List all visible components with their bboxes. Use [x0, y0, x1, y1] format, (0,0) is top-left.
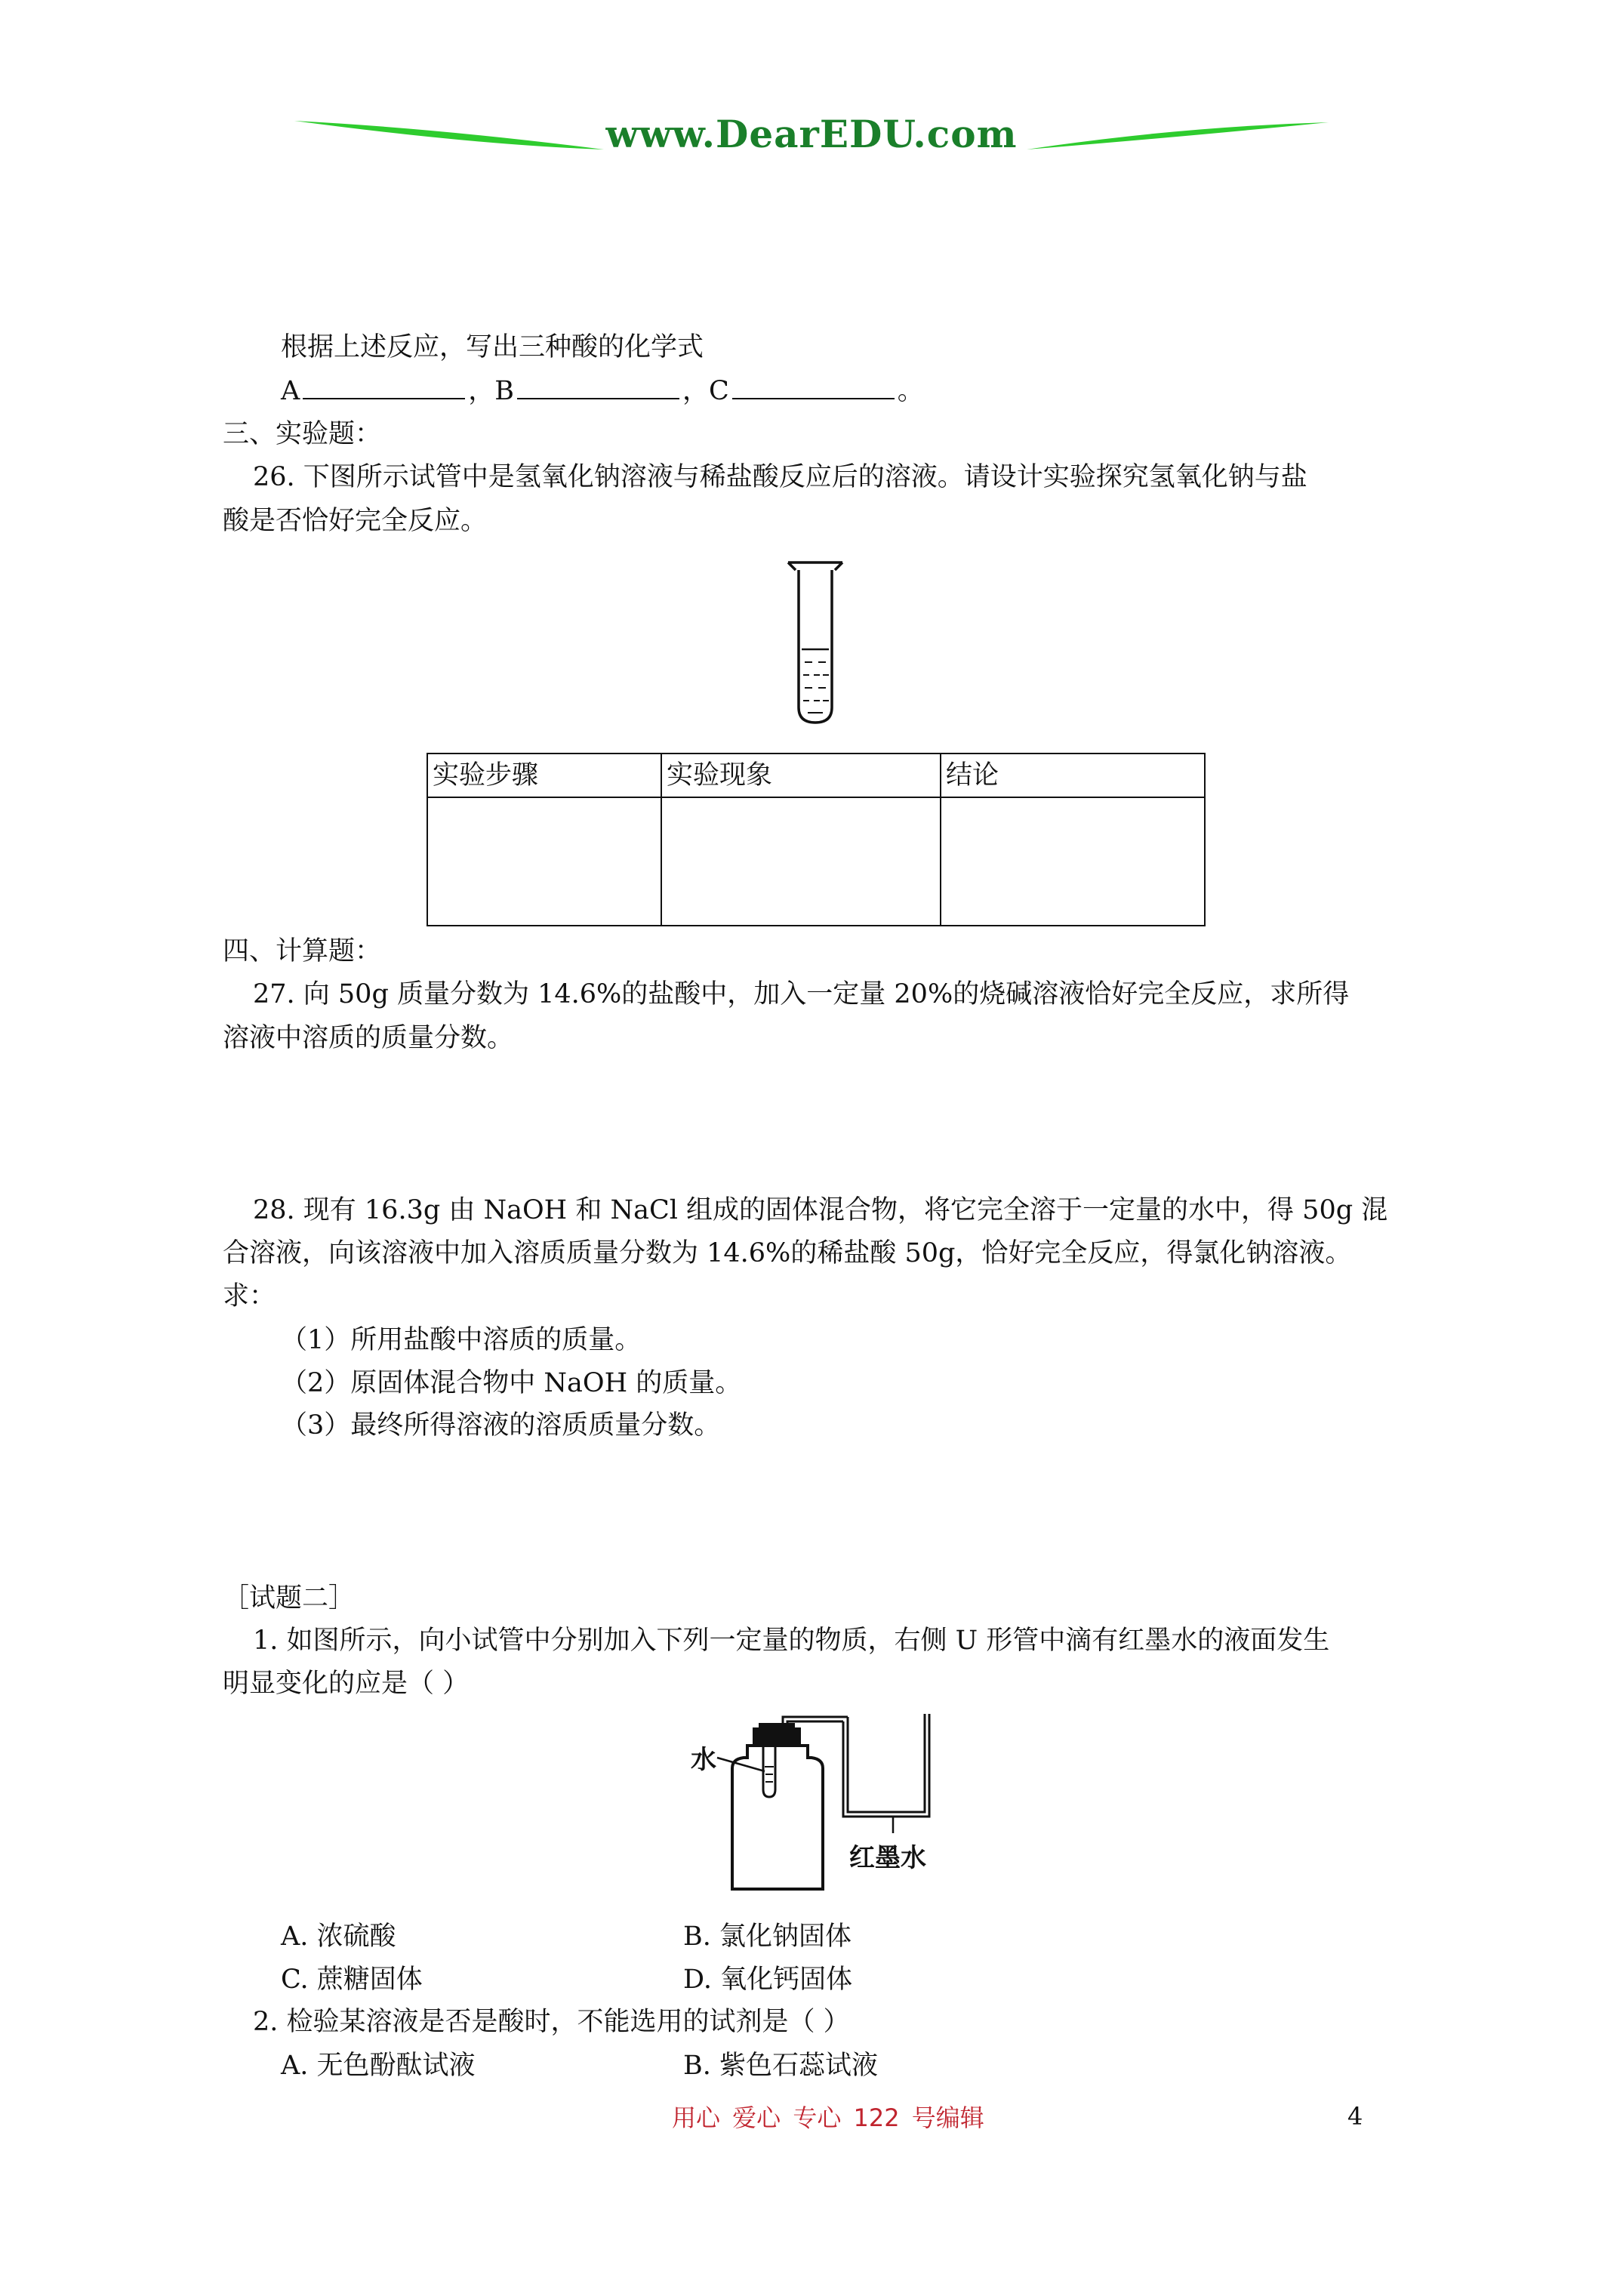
blanks-end: 。	[897, 376, 924, 406]
q28-line3: 求：	[223, 1281, 276, 1311]
q27-line1: 27. 向 50g 质量分数为 14.6%的盐酸中，加入一定量 20%的烧碱溶液恰好完全反应，求所得	[253, 979, 1350, 1009]
s2q1-option-c: C. 蔗糖固体	[281, 1965, 423, 1995]
s2q1-option-d: D. 氧化钙固体	[683, 1965, 853, 1995]
s2q1-option-a: A. 浓硫酸	[281, 1922, 396, 1952]
section4-title: 四、计算题：	[223, 936, 382, 966]
q26-line2: 酸是否恰好完全反应。	[223, 506, 488, 536]
table-header-conclusion: 结论	[941, 754, 1205, 797]
footer-text: 用心 爱心 专心 122 号编辑	[672, 2103, 984, 2132]
table-header-phenomena: 实验现象	[661, 754, 941, 797]
table-cell-steps[interactable]	[427, 797, 661, 926]
s2q1-line1: 1. 如图所示，向小试管中分别加入下列一定量的物质，右侧 U 形管中滴有红墨水的液面发生	[253, 1626, 1330, 1656]
q28-sub3: （3）最终所得溶液的溶质质量分数。	[281, 1410, 721, 1441]
q27-line2: 溶液中溶质的质量分数。	[223, 1023, 514, 1053]
water-label: 水	[691, 1745, 716, 1775]
s2q1-line2: 明显变化的应是（ ）	[223, 1669, 470, 1699]
red-ink-label: 红墨水	[849, 1843, 926, 1873]
test-tube-figure	[785, 560, 845, 728]
set2-title: ［试题二］	[223, 1583, 356, 1613]
q26-line1: 26. 下图所示试管中是氢氧化钠溶液与稀盐酸反应后的溶液。请设计实验探究氢氧化钠与盐	[253, 462, 1307, 492]
s2q2-line1: 2. 检验某溶液是否是酸时，不能选用的试剂是（ ）	[253, 2007, 850, 2037]
s2q2-option-a: A. 无色酚酞试液	[281, 2051, 476, 2081]
table-header-steps: 实验步骤	[427, 754, 661, 797]
blank-b-field[interactable]	[517, 375, 679, 399]
header-site-name: www.DearEDU.com	[605, 112, 1018, 156]
s2q2-option-b: B. 紫色石蕊试液	[683, 2051, 878, 2081]
section3-title: 三、实验题：	[223, 419, 382, 449]
bottle-utube-figure	[683, 1714, 955, 1895]
blank-a-label: A	[281, 376, 300, 406]
q25-instruction: 根据上述反应，写出三种酸的化学式	[281, 332, 704, 362]
table-cell-conclusion[interactable]	[941, 797, 1205, 926]
blank-b-label: ，B	[468, 376, 515, 406]
table-cell-phenomena[interactable]	[661, 797, 941, 926]
q28-sub1: （1）所用盐酸中溶质的质量。	[281, 1325, 642, 1355]
blank-c-label: ，C	[682, 376, 729, 406]
blank-a-field[interactable]	[303, 375, 465, 399]
q28-line2: 合溶液，向该溶液中加入溶质质量分数为 14.6%的稀盐酸 50g，恰好完全反应，得氯化钠溶液。	[223, 1238, 1352, 1268]
q28-line1: 28. 现有 16.3g 由 NaOH 和 NaCl 组成的固体混合物，将它完全溶于一定量的水中，得 50g 混	[253, 1195, 1388, 1225]
s2q1-option-b: B. 氯化钠固体	[683, 1922, 852, 1952]
blank-c-field[interactable]	[732, 375, 895, 399]
page-number: 4	[1347, 2102, 1363, 2131]
q25-blanks-line	[281, 375, 924, 406]
q28-sub2: （2）原固体混合物中 NaOH 的质量。	[281, 1368, 742, 1398]
experiment-table	[427, 753, 1206, 926]
